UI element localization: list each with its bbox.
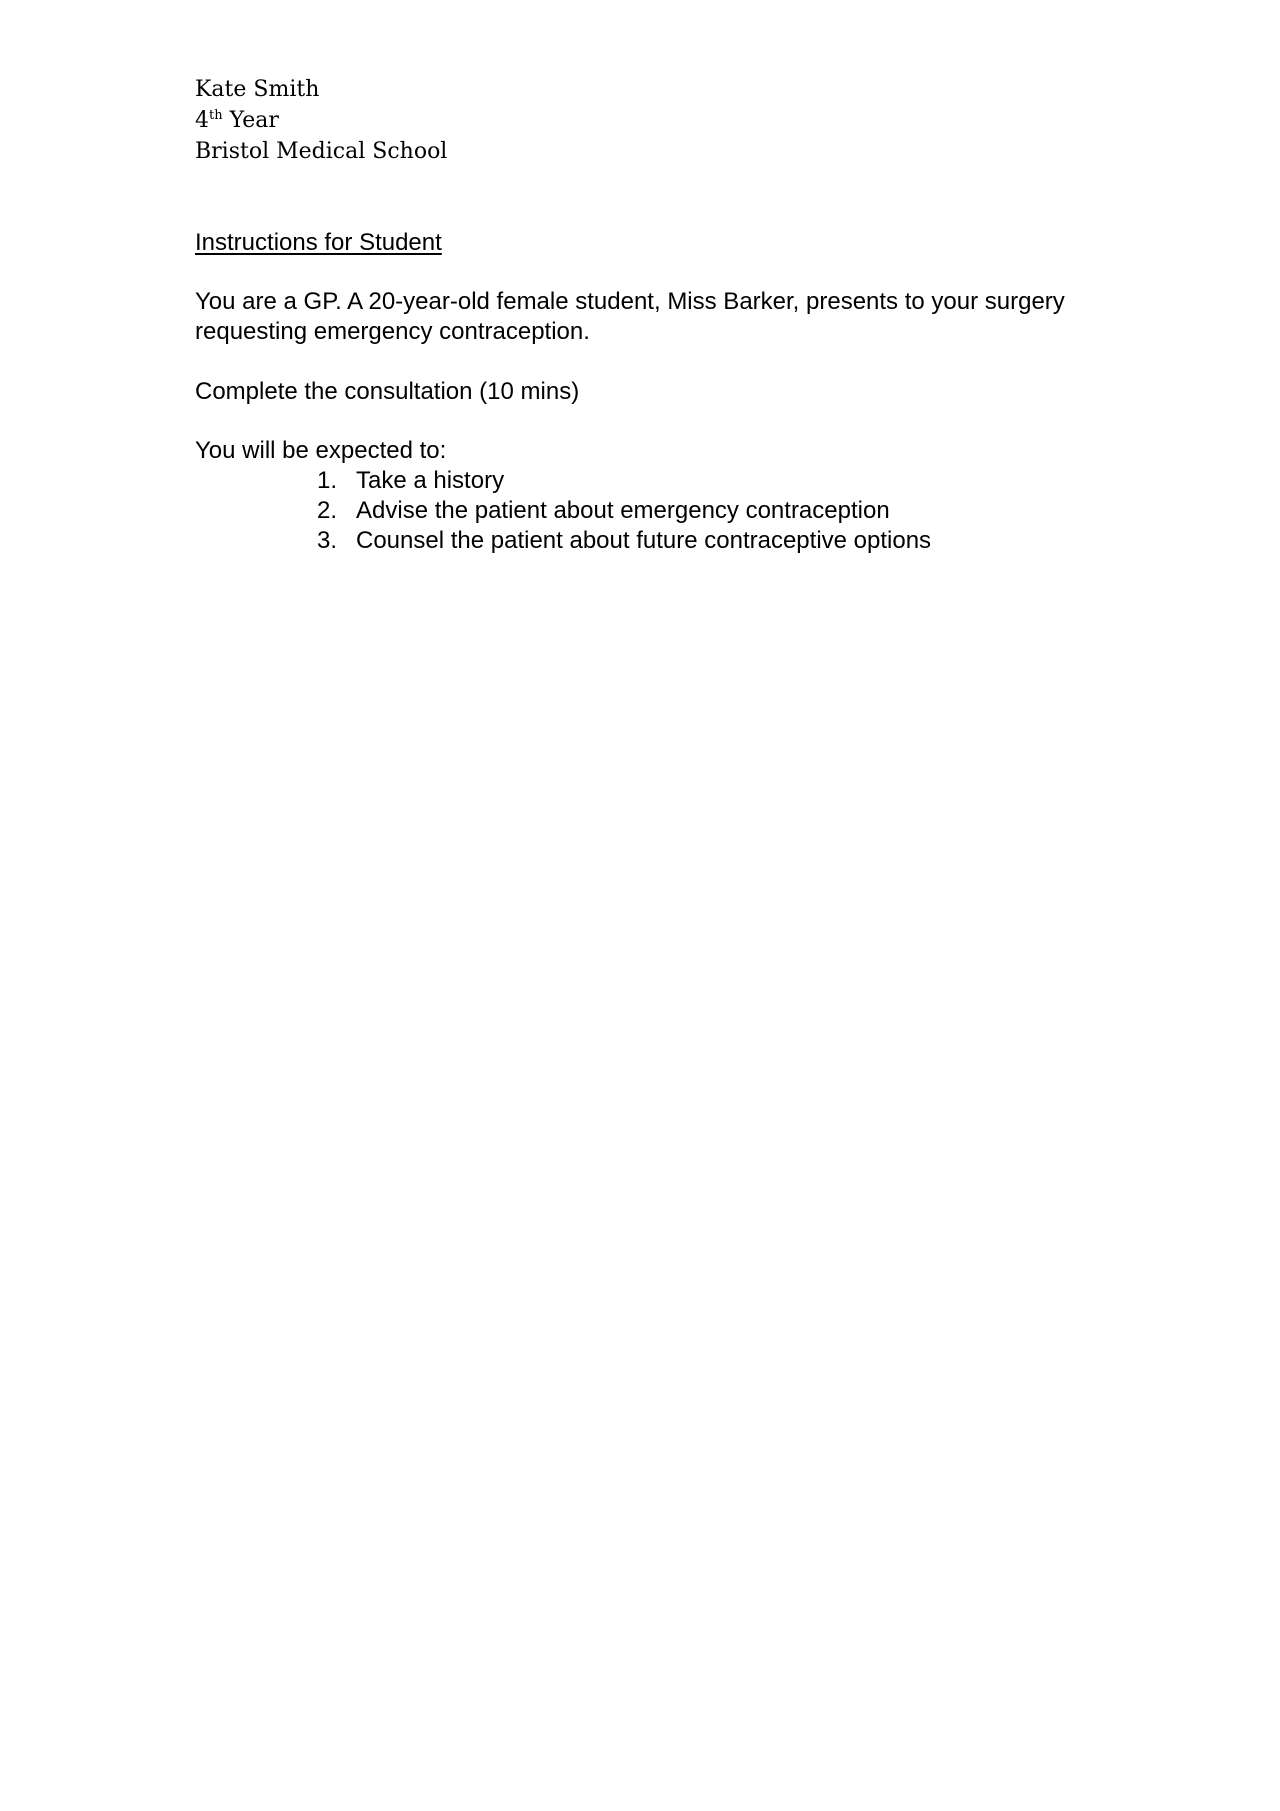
year-word: Year xyxy=(229,108,279,133)
scenario-paragraph: You are a GP. A 20-year-old female student, Miss Barker, presents to your surgery requesting emergency contraception. xyxy=(195,288,1065,345)
student-year xyxy=(195,105,447,136)
list-item xyxy=(317,496,931,526)
author-header xyxy=(195,74,447,167)
list-item-number: 2. xyxy=(317,497,338,524)
list-item-number: 3. xyxy=(317,527,338,554)
list-item-text: Counsel the patient about future contraceptive options xyxy=(356,527,932,554)
list-item xyxy=(317,526,931,556)
list-item-text: Take a history xyxy=(356,467,505,494)
task-list xyxy=(317,466,931,556)
task-instruction: Complete the consultation (10 mins) xyxy=(195,378,580,405)
expectation-intro: You will be expected to: xyxy=(195,437,447,464)
list-item-text: Advise the patient about emergency contraception xyxy=(356,497,890,524)
school-name: Bristol Medical School xyxy=(195,139,448,164)
list-item-number: 1. xyxy=(317,467,338,494)
list-item xyxy=(317,466,931,496)
year-number: 4 xyxy=(195,108,209,133)
author-name: Kate Smith xyxy=(195,77,320,102)
instructions-heading: Instructions for Student xyxy=(195,229,442,256)
year-suffix: th xyxy=(209,108,223,123)
